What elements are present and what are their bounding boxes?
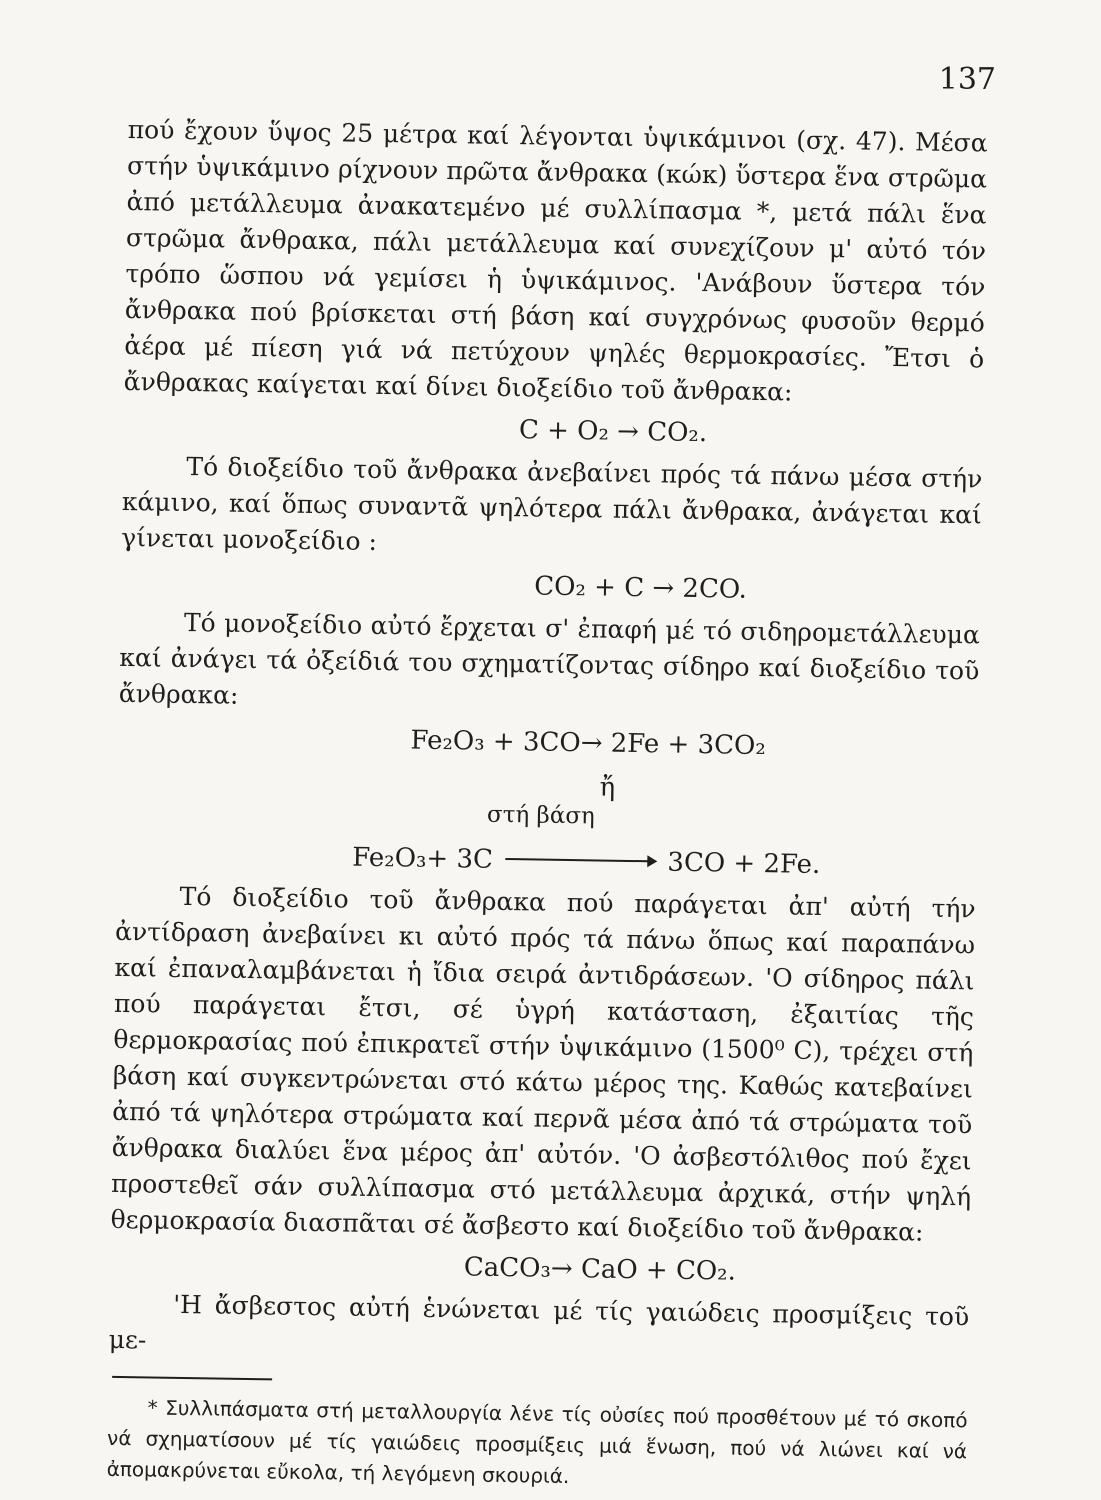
- equation-left-side: Fe₂O₃+ 3C: [352, 842, 494, 875]
- paragraph-5: 'Η ἄσβεστος αὐτή ἑνώνεται μέ τίς γαιώδεις προσμίξεις τοῦ με-: [108, 1289, 970, 1355]
- page-number: 137: [938, 62, 996, 97]
- equation-limestone: CaCO₃→ CaO + CO₂.: [463, 1252, 737, 1287]
- equation-right-side: 3CO + 2Fe.: [667, 847, 821, 880]
- equation-carbon-combustion: C + O₂ → CO₂.: [518, 415, 708, 449]
- paragraph-2: Τό διοξείδιο τοῦ ἄνθρακα ἀνεβαίνει πρός τά πάνω μέσα στήν κάμινο, καί ὅπως συναντᾶ ψηλότερα πάλι ἄνθρακα, ἀνάγεται καί γίνεται μονοξείδιο :: [121, 451, 983, 556]
- footnote: * Συλλιπάσματα στή μεταλλουργία λένε τίς οὐσίες πού προσθέτουν μέ τό σκοπό νά σχηματίσουν μέ τίς γαιώδεις προσμίξεις μιά ἕνωση, πού νά λιώνει καί νά ἀπομακρύνεται εὔκολα, τή λεγόμενη σκουριά.: [106, 1395, 968, 1489]
- page-body: [106, 112, 987, 1498]
- equation-condition-label: στή βάση: [486, 801, 596, 830]
- paragraph-3: Τό μονοξείδιο αὐτό ἔρχεται σ' ἐπαφή μέ τό σιδηρομετάλλευμα καί ἀνάγει τά ὀξείδιά του σχηματίζοντας σίδηρο καί διοξείδιο τοῦ ἄνθρακα:: [118, 607, 981, 710]
- long-arrow-icon: [505, 858, 655, 862]
- paragraph-4: Τό διοξείδιο τοῦ ἄνθρακα πού παράγεται ἀπ' αὐτή τήν ἀντίδραση ἀνεβαίνει κι αὐτό πρός τά πάνω ὅπως καί παραπάνω καί ἐπαναλαμβάνεται ἡ ἴδια σειρά ἀντιδράσεων. 'Ο σίδηρος πάλι πού παράγεται ἔτσι, σέ ὑγρή κατάσταση, ἐξαιτίας τῆς θερμοκρασίας πού ἐπικρατεῖ στήν ὑψικάμινο (1500⁰ C), τρέχει στή βάση καί συγκεντρώνεται στό κάτω μέρος της. Καθώς κατεβαίνει ἀπό τά ψηλότερα στρώματα καί περνᾶ μέσα ἀπό τά στρώματα τοῦ ἄνθρακα διαλύει ἕνα μέρος ἀπ' αὐτόν. 'Ο ἀσβεστόλιθος πού ἔχει προστεθεῖ σάν συλλίπασμα στό μετάλλευμα ἀρχικά, στήν ψηλή θερμοκρασία διασπᾶται σέ ἄσβεστο καί διοξείδιο τοῦ ἄνθρακα:: [110, 881, 976, 1247]
- equation-iron-reduction-co: Fe₂O₃ + 3CO→ 2Fe + 3CO₂: [410, 725, 767, 762]
- footnote-divider: [112, 1376, 272, 1381]
- equation-carbon-monoxide: CO₂ + C → 2CO.: [534, 571, 748, 605]
- paragraph-1: πού ἔχουν ὕψος 25 μέτρα καί λέγονται ὑψικάμινοι (σχ. 47). Μέσα στήν ὑψικάμινο ρίχνουν πρῶτα ἄνθρακα (κώκ) ὕστερα ἕνα στρῶμα ἀπό μετάλλευμα ἀνακατεμένο μέ συλλίπασμα *, μετά πάλι ἕνα στρῶμα ἄνθρακα, πάλι μετάλλευμα καί συνεχίζουν μ' αὐτό τόν τρόπο ὥσπου νά γεμίσει ἡ ὑψικάμινος. 'Ανάβουν ὕστερα τόν ἄνθρακα πού βρίσκεται στή βάση καί συγχρόνως φυσοῦν θερμό ἀέρα μέ πίεση γιά νά πετύχουν ψηλές θερμοκρασίες. Ἔτσι ὁ ἄνθρακας καίγεται καί δίνει διοξείδιο τοῦ ἄνθρακα:: [123, 114, 988, 407]
- equation-or: ἤ: [599, 772, 616, 803]
